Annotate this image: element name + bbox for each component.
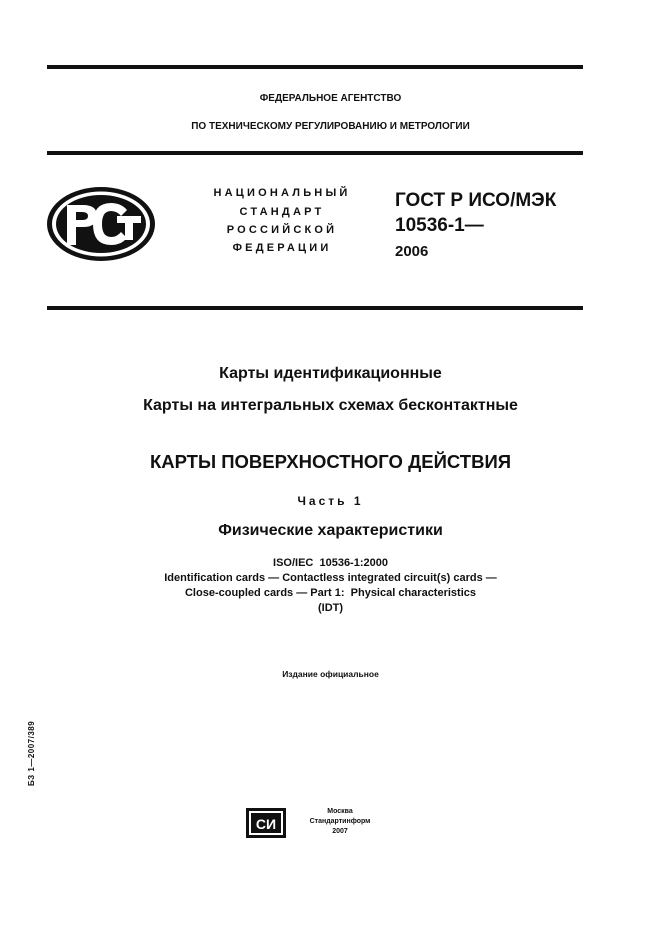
national-standard-line-4: ФЕДЕРАЦИИ: [232, 242, 332, 254]
agency-line-1: ФЕДЕРАЛЬНОЕ АГЕНТСТВО: [259, 93, 402, 104]
national-standard-line-2: СТАНДАРТ: [239, 206, 325, 218]
publisher-name: Стандартинформ: [309, 818, 371, 825]
gost-r-emblem-icon: [45, 185, 157, 263]
iso-title-line-2: Close-coupled cards — Part 1: Physical characteristics: [184, 587, 476, 599]
publisher-city: Москва: [327, 808, 353, 815]
edition-label: Издание официальное: [282, 669, 379, 679]
standard-block-rule: [47, 306, 583, 310]
iso-idt-label: (IDT): [317, 602, 344, 614]
title-main: КАРТЫ ПОВЕРХНОСТНОГО ДЕЙСТВИЯ: [149, 451, 512, 472]
national-standard-line-3: РОССИЙСКОЙ: [226, 224, 338, 236]
iso-title-line-1: Identification cards — Contactless integrated circuit(s) cards —: [164, 572, 497, 584]
svg-text:СИ: СИ: [255, 816, 277, 832]
part-label: Часть 1: [297, 494, 364, 508]
title-line-2: Карты на интегральных схемах бесконтактные: [143, 397, 518, 414]
standard-designation-line-1: ГОСТ Р ИСО/МЭК: [395, 190, 557, 211]
standard-designation-line-2: 10536-1—: [395, 215, 484, 236]
standard-designation-year: 2006: [395, 243, 429, 260]
standartinform-logo-icon: [246, 808, 286, 838]
publisher-year: 2007: [332, 828, 348, 835]
side-registration-code: БЗ 1—2007/389: [27, 720, 36, 786]
national-standard-line-1: НАЦИОНАЛЬНЫЙ: [213, 187, 351, 199]
title-subtitle: Физические характеристики: [218, 522, 443, 539]
top-rule: [47, 65, 583, 69]
agency-line-2: ПО ТЕХНИЧЕСКОМУ РЕГУЛИРОВАНИЮ И МЕТРОЛОГИИ: [191, 121, 470, 132]
iso-code: ISO/IEC 10536-1:2000: [273, 557, 388, 569]
title-line-1: Карты идентификационные: [219, 365, 442, 382]
header-bottom-rule: [47, 151, 583, 155]
